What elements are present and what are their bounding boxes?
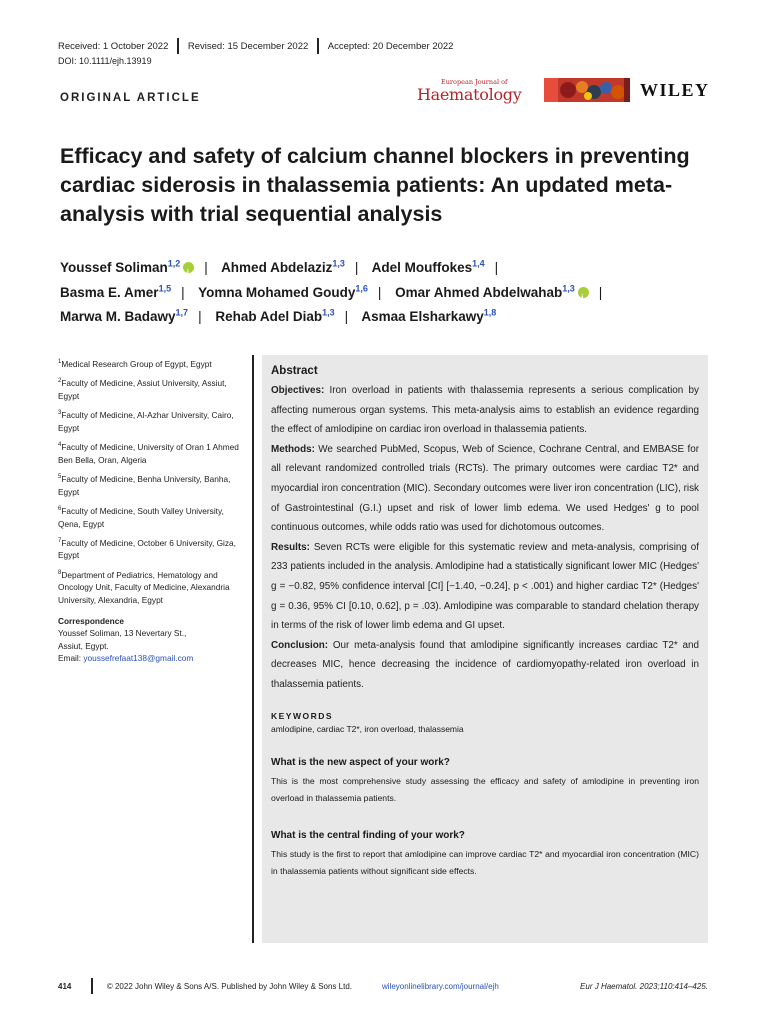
affiliation-item: $^6$Faculty of Medicine, South Valley University, Qena, Egypt bbox=[58, 505, 224, 529]
results-label: Results: bbox=[271, 541, 310, 553]
correspondence-heading: Correspondence bbox=[58, 615, 124, 626]
author-name[interactable]: Basma E. Amer bbox=[60, 284, 159, 300]
central-finding-heading: What is the central finding of your work? bbox=[271, 829, 465, 841]
journal-url-link[interactable]: wileyonlinelibrary.com/journal/ejh bbox=[382, 981, 499, 991]
author-name[interactable]: Youssef Soliman bbox=[60, 260, 168, 275]
divider bbox=[317, 38, 319, 54]
submission-dates bbox=[58, 38, 453, 54]
correspondence-address: Youssef Soliman, 13 Nevertary St., bbox=[58, 628, 187, 639]
article-title: Efficacy and safety of calcium channel blockers in preventing cardiac siderosis in thalassemia patients: An updated meta-analysis with trial sequential analysis bbox=[60, 144, 690, 226]
revised-date: Revised: 15 December 2022 bbox=[187, 40, 309, 52]
keywords-heading: KEYWORDS bbox=[271, 710, 334, 721]
author-affiliation[interactable]: 1,3 bbox=[332, 258, 345, 269]
author-affiliation[interactable]: 1,3 bbox=[562, 283, 575, 293]
author-affiliation[interactable]: 1,4 bbox=[472, 258, 485, 269]
author-name[interactable]: Asmaa Elsharkawy bbox=[361, 309, 484, 324]
divider bbox=[252, 355, 254, 943]
email-link[interactable]: youssefrefaat138@gmail.com bbox=[83, 653, 194, 664]
methods-label: Methods: bbox=[271, 443, 315, 455]
author-name[interactable]: Adel Mouffokes bbox=[371, 260, 473, 275]
author-name[interactable]: Marwa M. Badawy bbox=[60, 309, 176, 324]
author-name[interactable]: Omar Ahmed Abdelwahab bbox=[395, 284, 563, 300]
keywords-text: amlodipine, cardiac T2*, iron overload, thalassemia bbox=[271, 723, 464, 734]
abstract-body bbox=[271, 381, 699, 695]
correspondence-address: Assiut, Egypt. bbox=[58, 640, 109, 651]
accepted-date: Accepted: 20 December 2022 bbox=[327, 40, 454, 52]
abstract-box bbox=[262, 355, 708, 943]
methods-text: We searched PubMed, Scopus, Web of Science, Cochrane Central, and EMBASE for all relevant randomized controlled trials (RCTs). The primary outcomes were cardiac T2* and myocardial iron concentration (MIC). Secondary outcomes were liver iron concentration (LIC), risk of Gastrointestinal (G.I.) upset and risk of lower limb edema. We used Hedges' g to pool continuous outcomes, while odds ratio was used for dichotomous outcomes. bbox=[271, 443, 699, 534]
conclusion-label: Conclusion: bbox=[271, 639, 329, 651]
page-footer bbox=[58, 978, 708, 994]
affiliation-item: $^4$Faculty of Medicine, University of Oran 1 Ahmed Ben Bella, Oran, Algeria bbox=[58, 442, 239, 465]
affiliation-item: $^7$Faculty of Medicine, October 6 University, Giza, Egypt bbox=[58, 537, 236, 561]
new-aspect-text: This is the most comprehensive study assessing the efficacy and safety of amlodipine in preventing iron overload in thalassemia patients. bbox=[271, 775, 699, 803]
author-list: Youssef Soliman$^{1,2}$i | Ahmed Abdelaziz$^{1,3}$ | Adel Mouffokes$^{1,4}$ | Basma E. Amer$^{1,5}$ | Yomna Mohamed Goudy$^{1,6}$ | Omar Ahmed Abdelwahab$^{1,3}$i | Marwa M. Badawy$^{1,7}$ | Rehab Adel Diab$^{1,3}$ | Asmaa Elsharkawy$^{1,8}$ bbox=[60, 256, 720, 330]
citation: Eur J Haematol. 2023;110:414–425. bbox=[580, 981, 708, 991]
received-date: Received: 1 October 2022 bbox=[58, 40, 169, 52]
orcid-icon[interactable] bbox=[183, 262, 194, 273]
objectives-label: Objectives: bbox=[271, 385, 325, 396]
affiliation-item: $^1$Medical Research Group of Egypt, Egypt bbox=[58, 358, 212, 369]
new-aspect-heading: What is the new aspect of your work? bbox=[271, 756, 450, 768]
orcid-icon[interactable] bbox=[578, 287, 589, 298]
author-name[interactable]: Ahmed Abdelaziz bbox=[221, 260, 333, 275]
journal-cover-image bbox=[544, 78, 630, 102]
copyright: © 2022 John Wiley & Sons A/S. Published by John Wiley & Sons Ltd. bbox=[106, 981, 352, 991]
correspondence-email: Email: youssefrefaat138@gmail.com bbox=[58, 653, 194, 664]
author-affiliation[interactable]: 1,7 bbox=[175, 307, 189, 318]
journal-logo-name: Haematology bbox=[417, 85, 522, 104]
conclusion-text: Our meta-analysis found that amlodipine significantly increases cardiac T2* and decreases MIC, hence decreasing the incidence of cardiomyopathy-related iron overload in thalassemia patients. bbox=[271, 639, 699, 690]
author-name[interactable]: Rehab Adel Diab bbox=[215, 309, 323, 324]
divider bbox=[177, 38, 179, 54]
objectives-text: Iron overload in patients with thalassemia represents a serious complication by affecting numerous organ systems. This meta-analysis aims to establish an evidence regarding the effect of amlodipine on cardiac iron overload in thalassemia patients. bbox=[271, 385, 699, 436]
abstract-heading: Abstract bbox=[271, 365, 318, 377]
central-finding-text: This study is the first to report that amlodipine can improve cardiac T2* and myocardial iron concentration (MIC) in thalassemia patients without significant side effects. bbox=[271, 848, 699, 876]
doi[interactable]: DOI: 10.1111/ejh.13919 bbox=[58, 56, 152, 66]
author-affiliation[interactable]: 1,5 bbox=[158, 283, 172, 293]
author-affiliation[interactable]: 1,8 bbox=[483, 307, 497, 318]
results-text: Seven RCTs were eligible for this systematic review and meta-analysis, comprising of 233 patients included in the analysis. Amlodipine had a statistically significant lower MIC (Hedges' g = −0.82, 95% confidence interval [CI] [−1.40, −0.24], p < .001) and higher cardiac T2* (Hedges' g = 0.36, 95% CI [0.10, 0.62], p = .03). Amlodipine was comparable to standard chelation therapy in terms of the risk of lower limb edema and GI upset. bbox=[271, 541, 699, 632]
journal-logo[interactable] bbox=[417, 78, 527, 106]
divider bbox=[91, 978, 93, 994]
page-number: 414 bbox=[58, 981, 72, 991]
journal-logo-small: European Journal of bbox=[441, 78, 508, 86]
author-affiliation[interactable]: 1,6 bbox=[355, 283, 368, 293]
affiliation-item: $^8$Department of Pediatrics, Hematology and Oncology Unit, Faculty of Medicine, Alexandria University, Alexandria, Egypt bbox=[58, 569, 230, 606]
affiliation-item: $^3$Faculty of Medicine, Al-Azhar University, Cairo, Egypt bbox=[58, 410, 234, 433]
publisher-logo[interactable]: WILEY bbox=[640, 80, 710, 100]
author-affiliation[interactable]: 1,2 bbox=[167, 258, 181, 269]
affiliations bbox=[58, 356, 248, 665]
article-type: ORIGINAL ARTICLE bbox=[60, 92, 201, 104]
affiliation-item: $^2$Faculty of Medicine, Assiut University, Assiut, Egypt bbox=[58, 378, 227, 401]
affiliation-item: $^5$Faculty of Medicine, Benha University, Banha, Egypt bbox=[58, 473, 231, 497]
author-affiliation[interactable]: 1,3 bbox=[322, 307, 335, 318]
author-name[interactable]: Yomna Mohamed Goudy bbox=[198, 284, 356, 300]
